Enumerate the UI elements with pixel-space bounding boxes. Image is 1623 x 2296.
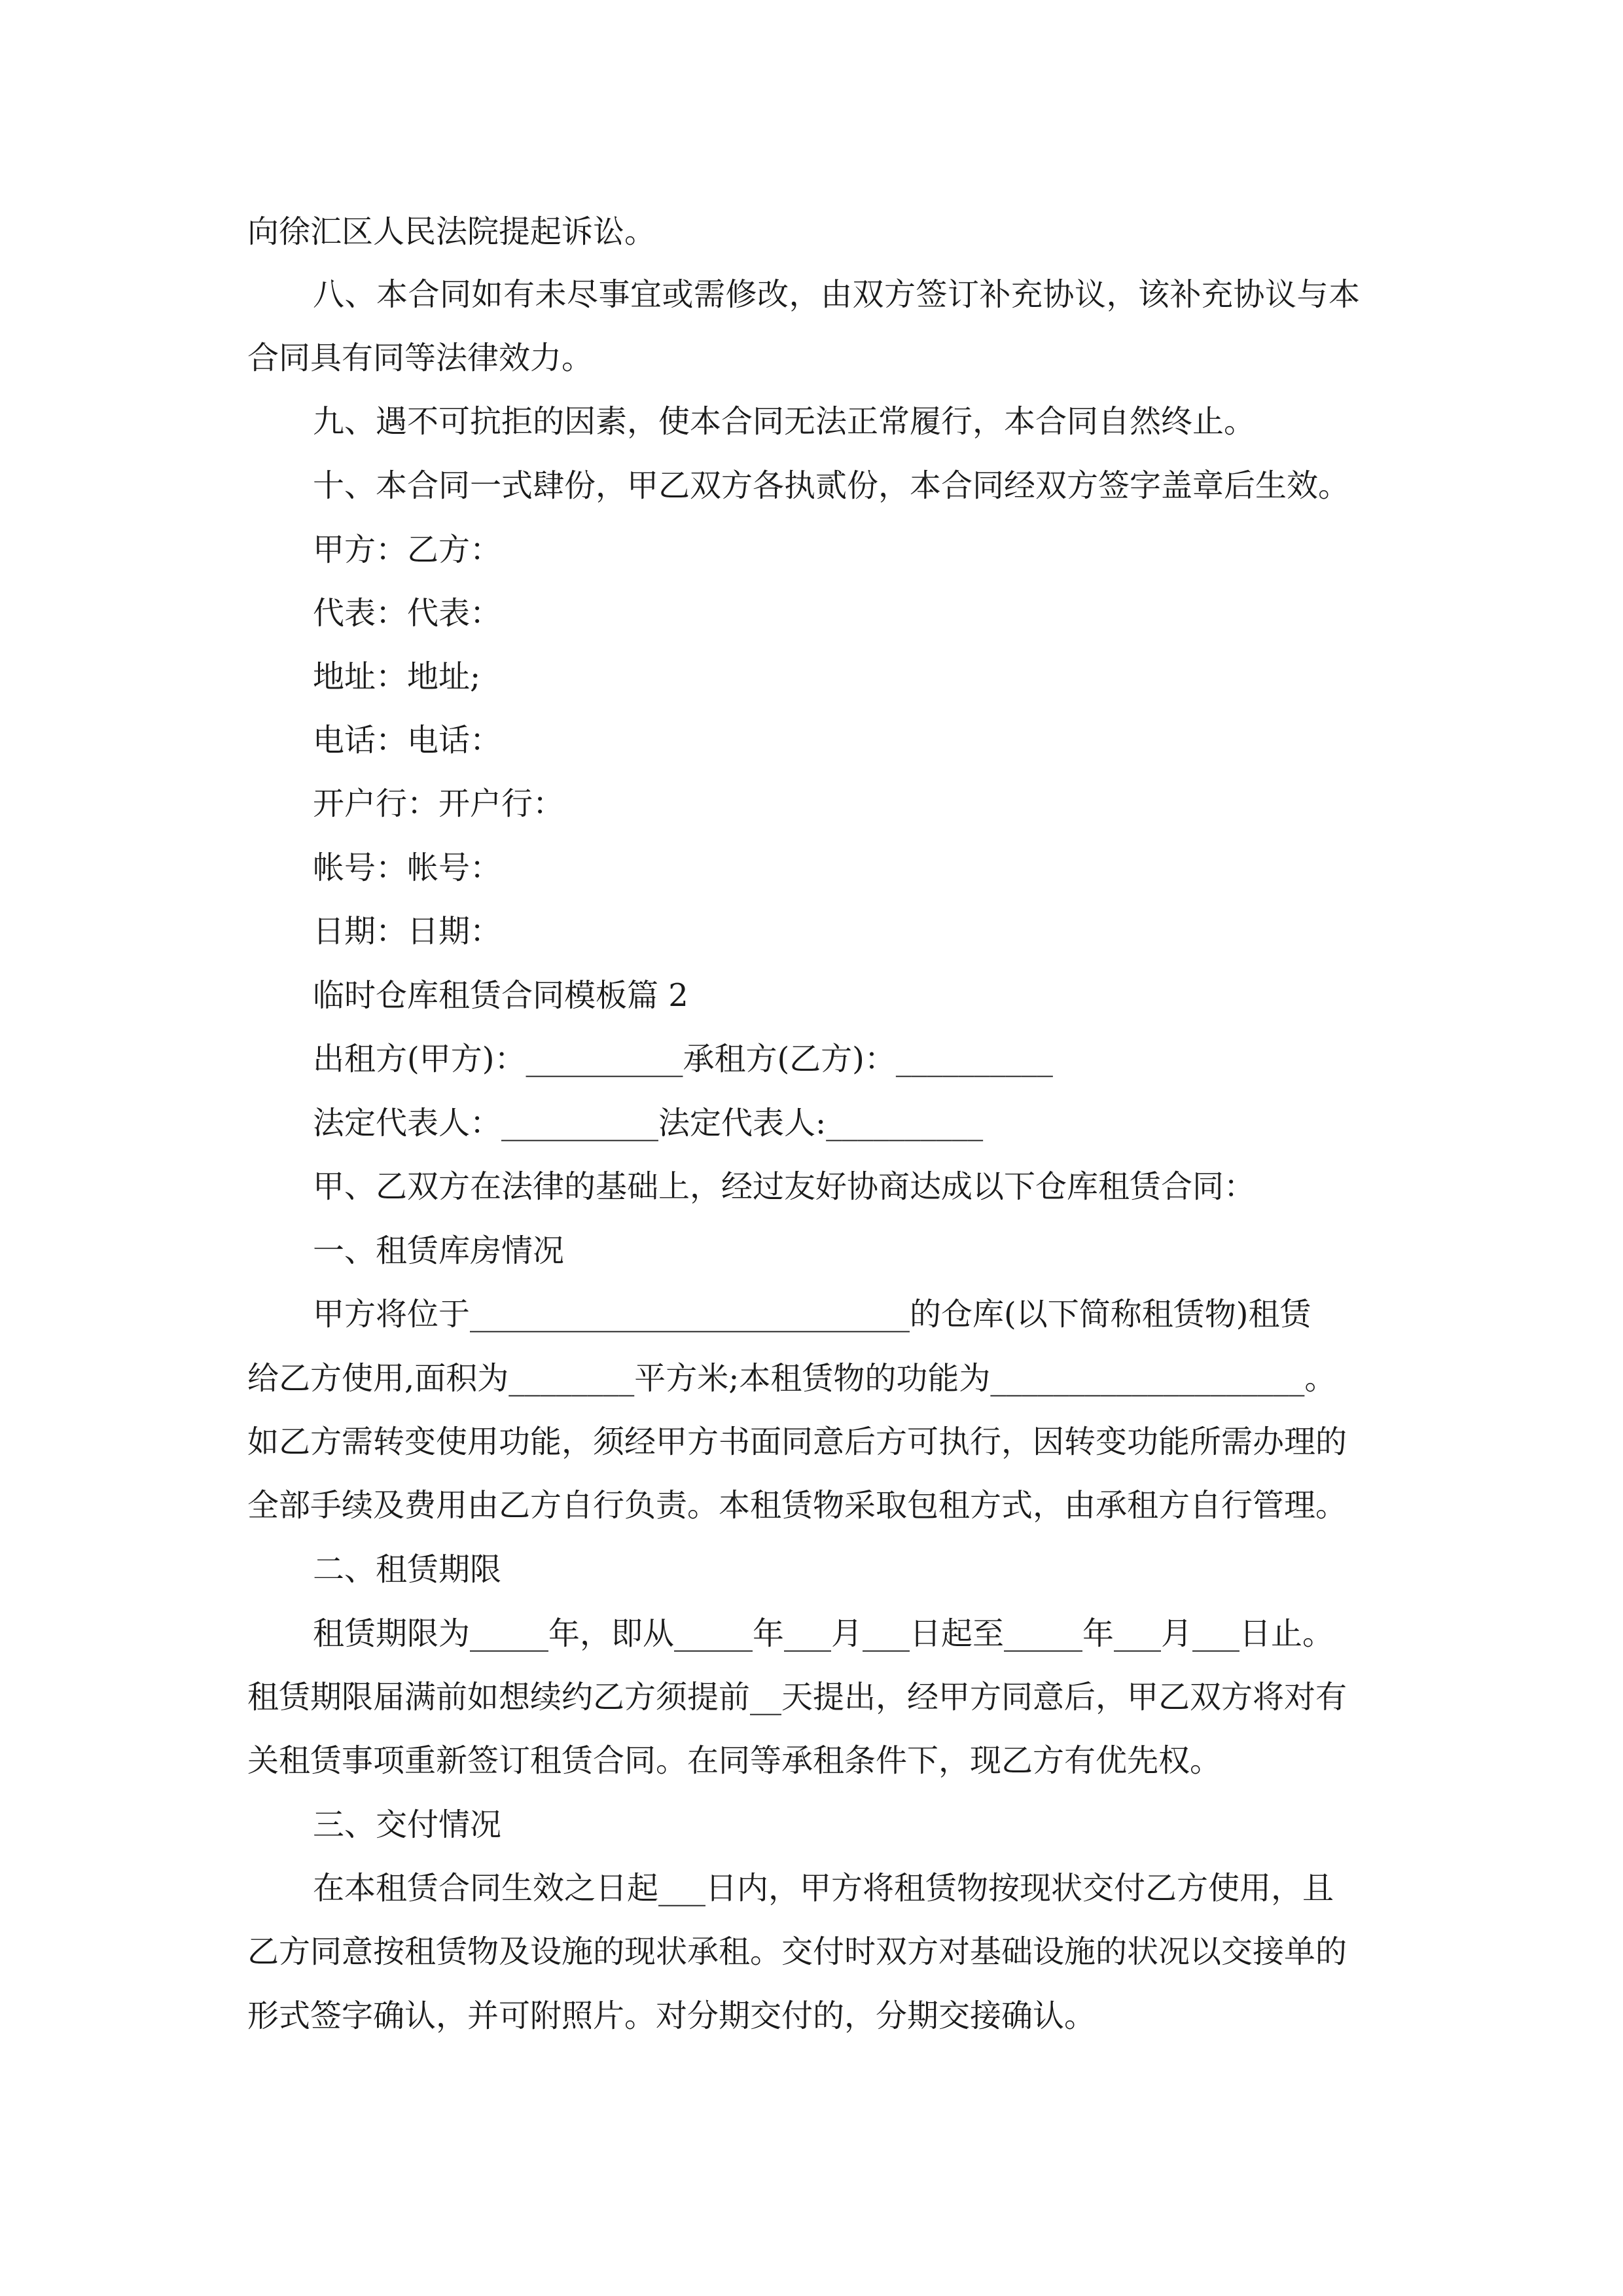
section-title: 临时仓库租赁合同模板篇 2 <box>313 977 688 1014</box>
paragraph-line: 如乙方需转变使用功能，须经甲方书面同意后方可执行，因转变功能所需办理的 <box>247 1424 1347 1460</box>
party-line: 法定代表人：__________法定代表人:__________ <box>313 1105 984 1141</box>
signature-label-line: 帐号：帐号： <box>313 850 502 886</box>
paragraph-line: 乙方同意按租赁物及设施的现状承租。交付时双方对基础设施的状况以交接单的 <box>247 1933 1347 1970</box>
paragraph-line: 形式签字确认，并可附照片。对分期交付的，分期交接确认。 <box>247 1998 1096 2034</box>
signature-label-line: 电话：电话： <box>313 722 502 759</box>
paragraph-line: 九、遇不可抗拒的因素，使本合同无法正常履行，本合同自然终止。 <box>313 403 1256 440</box>
paragraph-line: 合同具有同等法律效力。 <box>247 340 594 376</box>
paragraph-line: 给乙方使用,面积为________平方米;本租赁物的功能为____________________。 <box>247 1360 1336 1397</box>
signature-label-line: 地址：地址; <box>313 658 481 695</box>
paragraph-line: 关租赁事项重新签订租赁合同。在同等承租条件下，现乙方有优先权。 <box>247 1742 1222 1779</box>
paragraph-line: 甲方将位于____________________________的仓库(以下简称租赁物)租赁 <box>313 1296 1311 1333</box>
paragraph-line: 向徐汇区人民法院提起诉讼。 <box>247 213 656 250</box>
paragraph-line: 租赁期限届满前如想续约乙方须提前__天提出，经甲方同意后，甲乙双方将对有 <box>247 1679 1347 1715</box>
paragraph-line: 十、本合同一式肆份，甲乙双方各执贰份，本合同经双方签字盖章后生效。 <box>313 467 1350 504</box>
signature-label-line: 日期：日期： <box>313 913 502 950</box>
paragraph-line: 在本租赁合同生效之日起___日内，甲方将租赁物按现状交付乙方使用，且 <box>313 1870 1334 1907</box>
paragraph-line: 甲、乙双方在法律的基础上，经过友好协商达成以下仓库租赁合同： <box>313 1168 1256 1205</box>
paragraph-line: 八、本合同如有未尽事宜或需修改，由双方签订补充协议，该补充协议与本 <box>313 276 1361 313</box>
signature-label-line: 甲方：乙方： <box>313 531 502 568</box>
signature-label-line: 开户行：开户行： <box>313 785 565 822</box>
signature-label-line: 代表：代表： <box>313 595 502 632</box>
clause-heading: 二、租赁期限 <box>313 1551 502 1588</box>
paragraph-line: 全部手续及费用由乙方自行负责。本租赁物采取包租方式，由承租方自行管理。 <box>247 1487 1347 1524</box>
paragraph-line: 租赁期限为_____年，即从_____年___月___日起至_____年___月___日止。 <box>313 1615 1334 1652</box>
clause-heading: 一、租赁库房情况 <box>313 1232 565 1269</box>
party-line: 出租方(甲方)：__________承租方(乙方)：__________ <box>313 1041 1053 1077</box>
clause-heading: 三、交付情况 <box>313 1806 502 1843</box>
